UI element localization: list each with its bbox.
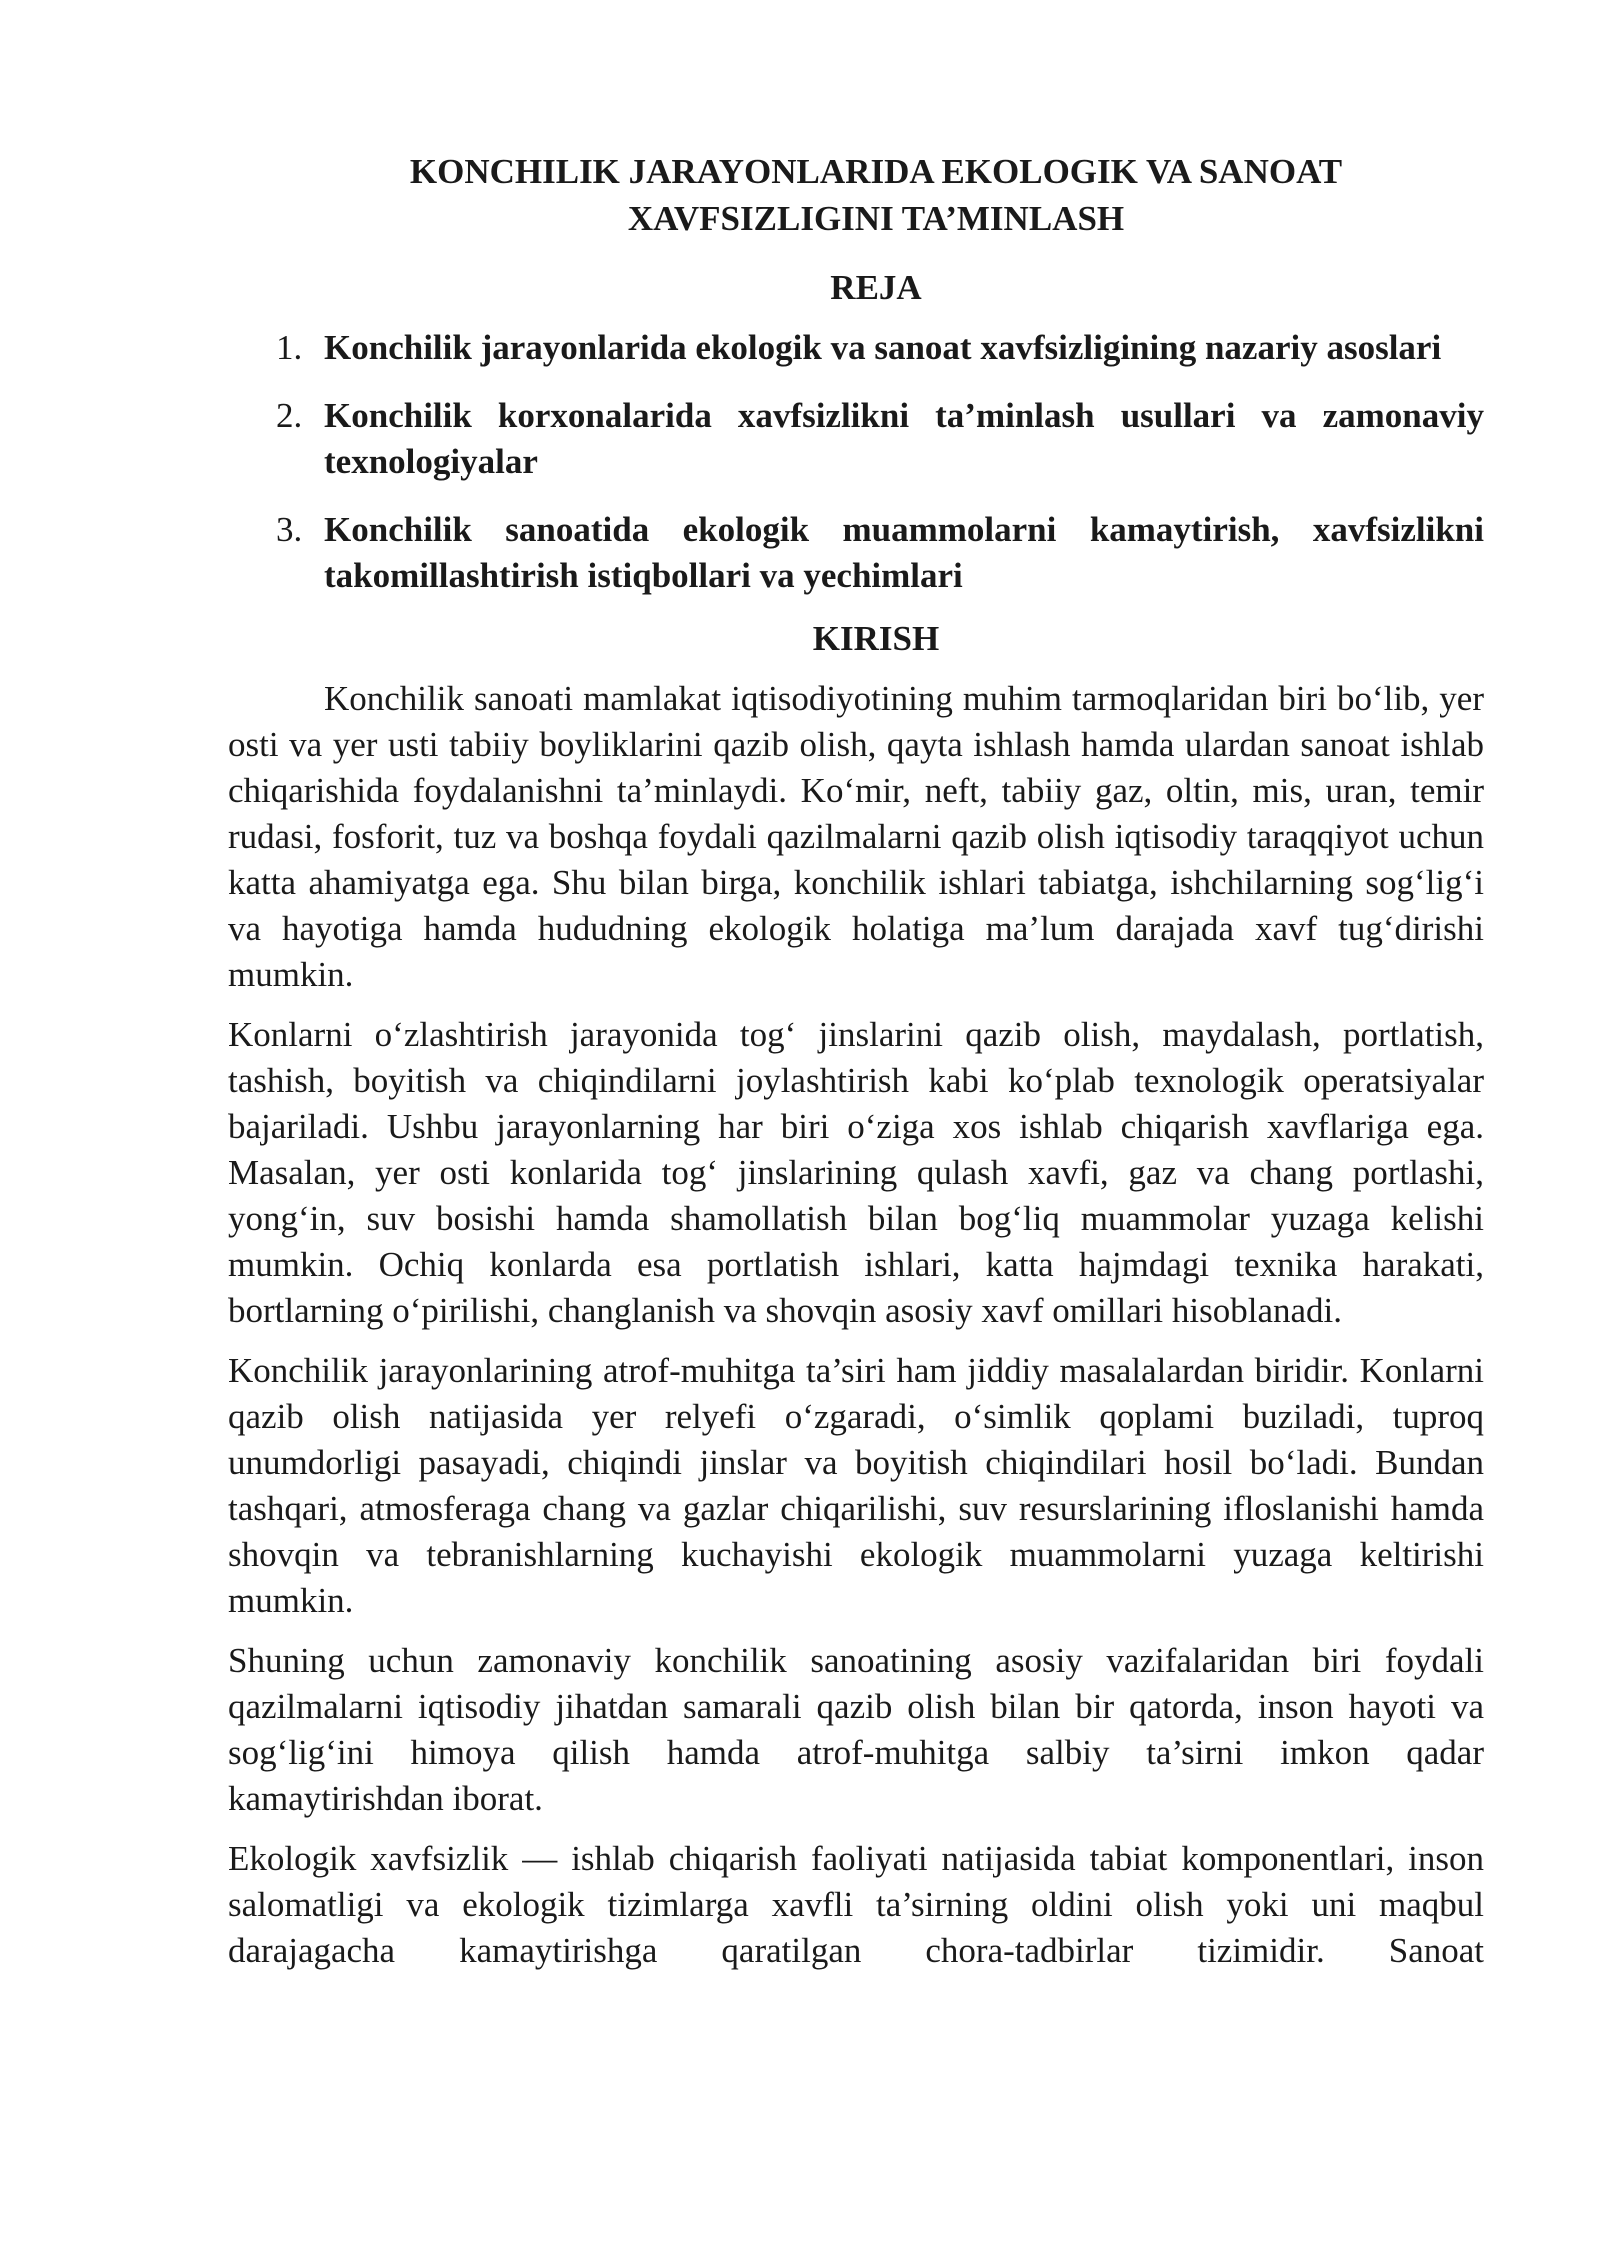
plan-item [228,325,1484,371]
title-line-1: KONCHILIK JARAYONLARIDA EKOLOGIK VA SANOAT [409,152,1343,191]
plan-heading: REJA [830,268,922,307]
body-paragraph: Shuning uchun zamonaviy konchilik sanoatining asosiy vazifalaridan biri foydali qazilmalarni iqtisodiy jihatdan samarali qazib olish bilan bir qatorda, inson hayoti va sog‘lig‘ini himoya qilish hamda atrof-muhitga salbiy ta’sirni imkon qadar kamaytirishdan iborat. [228,1641,1484,1818]
title-line-2: XAVFSIZLIGINI TA’MINLASH [627,199,1125,238]
plan-item-number: 3. [276,510,303,549]
plan-list [228,325,1484,599]
plan-item [228,393,1484,485]
plan-item-number: 1. [276,328,303,367]
body-paragraph: Konlarni o‘zlashtirish jarayonida tog‘ jinslarini qazib olish, maydalash, portlatish, tashish, boyitish va chiqindilarni joylashtirish kabi ko‘plab texnologik operatsiyalar bajariladi. Ushbu jarayonlarning har biri o‘ziga xos ishlab chiqarish xavflariga ega. Masalan, yer osti konlarida tog‘ jinslarining qulash xavfi, gaz va chang portlashi, yong‘in, suv bosishi hamda shamollatish bilan bog‘liq muammolar yuzaga kelishi mumkin. Ochiq konlarda esa portlatish ishlari, katta hajmdagi texnika harakati, bortlarning o‘pirilishi, changlanish va shovqin asosiy xavf omillari hisoblanadi. [228,1015,1484,1330]
plan-item-number: 2. [276,396,303,435]
plan-item-text: Konchilik jarayonlarida ekologik va sanoat xavfsizligining nazariy asoslari [324,328,1442,367]
intro-heading: KIRISH [812,619,940,658]
body-paragraph: Konchilik sanoati mamlakat iqtisodiyotining muhim tarmoqlaridan biri bo‘lib, yer osti va yer usti tabiiy boyliklarini qazib olish, qayta ishlash hamda ulardan sanoat ishlab chiqarishida foydalanishni ta’minlaydi. Ko‘mir, neft, tabiiy gaz, oltin, mis, uran, temir rudasi, fosforit, tuz va boshqa foydali qazilmalarni qazib olish iqtisodiy taraqqiyot uchun katta ahamiyatga ega. Shu bilan birga, konchilik ishlari tabiatga, ishchilarning sog‘lig‘i va hayotiga hamda hududning ekologik holatiga ma’lum darajada xavf tug‘dirishi mumkin. [228,679,1484,994]
body-paragraph: Konchilik jarayonlarining atrof-muhitga ta’siri ham jiddiy masalalardan biridir. Konlarni qazib olish natijasida yer relyefi o‘zgaradi, o‘simlik qoplami buziladi, tuproq unumdorligi pasayadi, chiqindi jinslar va boyitish chiqindilari hosil bo‘ladi. Bundan tashqari, atmosferaga chang va gazlar chiqarilishi, suv resurslarining ifloslanishi hamda shovqin va tebranishlarning kuchayishi ekologik muammolarni yuzaga keltirishi mumkin. [228,1351,1484,1620]
plan-item-text: Konchilik sanoatida ekologik muammolarni kamaytirish, xavfsizlikni takomillashtirish istiqbollari va yechimlari [324,510,1484,595]
plan-item [228,507,1484,599]
document-title [228,148,1484,242]
document-page [228,148,1484,1974]
body-paragraph: Ekologik xavfsizlik — ishlab chiqarish faoliyati natijasida tabiat komponentlari, inson salomatligi va ekologik tizimlarga xavfli ta’sirning oldini olish yoki uni maqbul darajagacha kamaytirishga qaratilgan chora-tadbirlar tizimidir. Sanoat [228,1839,1484,1970]
plan-item-text: Konchilik korxonalarida xavfsizlikni ta’minlash usullari va zamonaviy texnologiyalar [324,396,1484,481]
